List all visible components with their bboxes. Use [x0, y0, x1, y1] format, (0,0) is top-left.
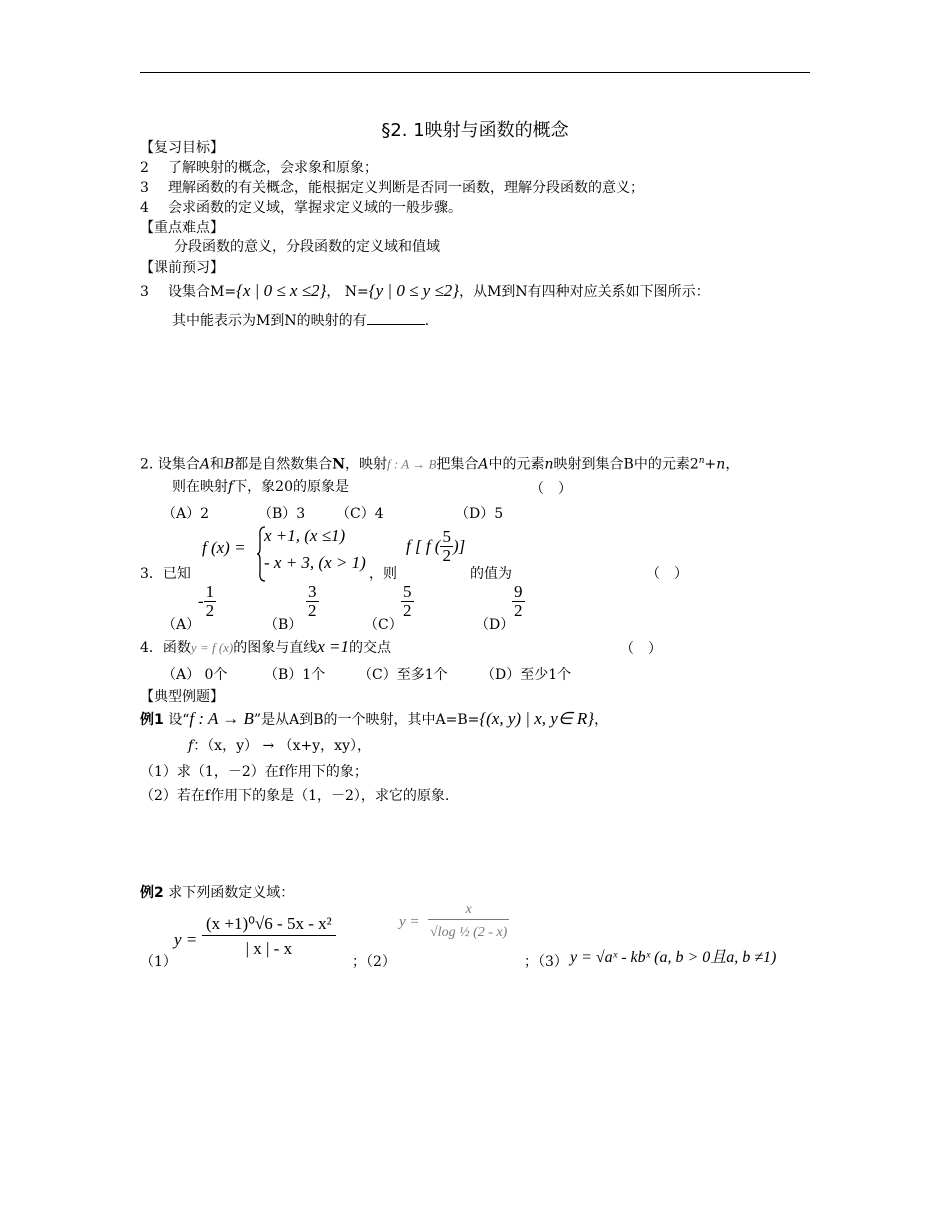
line-equation: x =1: [317, 637, 350, 656]
q1-text: ， N=: [326, 284, 369, 300]
element-n: n: [716, 456, 726, 473]
question-2: [140, 452, 739, 474]
answer-blank: [367, 311, 425, 325]
option-b-value: [306, 583, 319, 620]
q2-text: 都是自然数集合: [234, 456, 333, 473]
question-number: 3: [140, 284, 149, 300]
fraction: [512, 583, 525, 620]
formula-3: y = √aˣ - kbˣ (a, b > 0且a, b ≠1): [570, 949, 777, 966]
example-label: 例1: [140, 712, 164, 728]
answer-paren: （ ）: [530, 481, 572, 497]
nested-function-open: f [ f (: [406, 536, 441, 556]
set-a: A: [478, 456, 489, 473]
exponent-n: n: [698, 456, 705, 466]
option-d: （D）: [475, 617, 515, 633]
q1-text: 设集合M=: [168, 284, 237, 300]
denominator: | x | - x: [202, 935, 336, 958]
q2-text: ，: [725, 456, 740, 473]
fraction: [440, 528, 453, 565]
option-a: （A）2: [162, 506, 210, 522]
example-label: 例2: [140, 885, 164, 901]
q2-text: 中的元素: [488, 456, 545, 473]
section-preview: 【课前预习】: [140, 260, 224, 276]
q4-text: 4．函数: [140, 640, 191, 656]
element-n: n: [544, 456, 554, 473]
denominator: 2: [403, 601, 412, 620]
goal-item: [140, 159, 378, 177]
option-c: （C）: [364, 617, 403, 633]
formula-1-fraction: [202, 915, 336, 958]
q4-text: 的交点: [349, 640, 392, 656]
set-a: A: [199, 456, 210, 473]
function-f: f: [188, 738, 194, 754]
numerator: 3: [308, 582, 317, 601]
example-2: [140, 884, 294, 902]
goal-text: 理解函数的有关概念，能根据定义判断是否同一函数，理解分段函数的意义；: [168, 180, 644, 196]
goal-number: 2: [140, 160, 149, 176]
mapping-rule: [188, 737, 371, 755]
fraction: [428, 901, 509, 942]
nested-function-close: )]: [452, 536, 466, 556]
example-1-part-1: （1）求（1，－2）在f作用下的象；: [140, 764, 368, 780]
goal-number: 4: [140, 200, 149, 216]
q2-text: +: [704, 456, 717, 473]
option-b: （B）1个: [264, 667, 326, 683]
goal-item: [140, 179, 644, 197]
goal-number: 3: [140, 180, 149, 196]
option-c-value: [401, 583, 414, 620]
formula-2-lhs: y =: [399, 914, 420, 930]
numerator: x: [465, 902, 472, 917]
item-3-label: ；（3）: [524, 954, 568, 970]
function-formula: y = f (x): [190, 640, 234, 655]
q1-text: ，从M到N有四种对应关系如下图所示：: [459, 284, 710, 300]
formula-2-fraction: [428, 901, 509, 942]
denominator: 2: [308, 601, 317, 620]
fraction: [306, 583, 319, 620]
fraction: [401, 583, 414, 620]
option-d-value: [512, 583, 525, 620]
nested-function: [406, 528, 465, 565]
option-d: （D）5: [455, 506, 504, 522]
option-a: （A）: [162, 617, 201, 633]
item-1-label: （1）: [140, 954, 177, 970]
q2-text: 下，象20的原象是: [233, 479, 350, 495]
question-1-line2: [172, 311, 429, 330]
q2-text: 2. 设集合: [140, 456, 200, 473]
section-examples: 【典型例题】: [140, 689, 224, 705]
numerator: 1: [205, 582, 215, 601]
mapping-formula: f : A → B: [189, 709, 254, 728]
set-b: B: [223, 456, 235, 473]
numerator: 5: [442, 527, 451, 546]
answer-paren: （ ）: [620, 641, 662, 657]
page-title: §2. 1映射与函数的概念: [381, 120, 569, 141]
rule-lhs: ：（x，y）: [193, 738, 258, 754]
ex2-text: 求下列函数定义域：: [168, 885, 295, 901]
minus-sign: -: [198, 591, 204, 611]
q2-text: 则在映射: [172, 479, 228, 495]
answer-paren: （ ）: [646, 566, 688, 582]
denominator: 2: [205, 601, 215, 620]
set-m: {x | 0 ≤ x ≤2}: [236, 281, 327, 300]
goal-item: [140, 199, 462, 217]
q1-text: 其中能表示为M到N的映射的有: [172, 313, 367, 329]
mapping-formula: f : A → B: [387, 456, 437, 472]
example-1-part-2: （2）若在f作用下的象是（1，－2），求它的原象.: [140, 788, 450, 804]
ex1-text: ”是从A到B的一个映射，其中A=B=: [253, 712, 480, 728]
piecewise-case-1: x +1, (x ≤1): [264, 526, 346, 545]
rule-rhs: （x+y，xy），: [278, 738, 371, 754]
q2-text: 把集合: [436, 456, 479, 473]
item-2-label: ；（2）: [352, 954, 396, 970]
question-1: [140, 282, 710, 301]
q2-text: 和: [209, 456, 224, 473]
goal-text: 会求函数的定义域，掌握求定义域的一般步骤。: [168, 200, 462, 216]
option-a: （A） 0个: [162, 667, 228, 683]
question-4: [140, 638, 391, 657]
header-rule: [140, 72, 810, 73]
denominator: 2: [514, 601, 523, 620]
q2-text: 映射到集合B中的元素2: [553, 456, 699, 473]
denominator: √log ½ (2 - x): [428, 919, 509, 942]
denominator: 2: [442, 546, 451, 565]
question-2-line2: [172, 478, 349, 496]
formula-1-lhs: y =: [174, 930, 198, 949]
arrow-icon: →: [262, 738, 275, 754]
numerator: (x +1)⁰√6 - 5x - x²: [206, 914, 332, 933]
piecewise-lhs: f (x) =: [202, 538, 246, 557]
fraction: [202, 915, 336, 958]
set-n: {y | 0 ≤ y ≤2}: [368, 281, 460, 300]
q1-text: .: [424, 313, 430, 329]
numerator: 5: [403, 582, 412, 601]
q4-text: 的图象与直线: [233, 640, 318, 656]
option-b: （B）3: [258, 506, 306, 522]
option-d: （D）至少1个: [481, 667, 572, 683]
piecewise-case-2: - x + 3, (x > 1): [264, 553, 366, 572]
ex1-text: ，: [594, 712, 609, 728]
ex1-text: 设“: [168, 712, 190, 728]
q3-label: 3．已知: [140, 566, 191, 582]
fraction: [204, 583, 217, 620]
q2-text: ，映射: [345, 456, 388, 473]
section-review-goals: 【复习目标】: [140, 140, 224, 156]
option-a-value: [198, 583, 216, 620]
set-formula: {(x, y) | x, y∈ R}: [479, 709, 595, 728]
numerator: 9: [514, 582, 523, 601]
q3-text: ，则: [369, 566, 397, 582]
option-b: （B）: [264, 617, 303, 633]
option-c: （C）至多1个: [358, 667, 448, 683]
option-c: （C）4: [336, 506, 384, 522]
natural-numbers: N: [332, 456, 346, 473]
q3-text: 的值为: [470, 566, 512, 582]
goal-text: 了解映射的概念，会求象和原象；: [168, 160, 378, 176]
section-key-points: 【重点难点】: [140, 220, 224, 236]
function-f: f: [228, 479, 234, 495]
example-1: [140, 710, 608, 729]
key-points-text: 分段函数的意义，分段函数的定义域和值域: [174, 239, 440, 255]
